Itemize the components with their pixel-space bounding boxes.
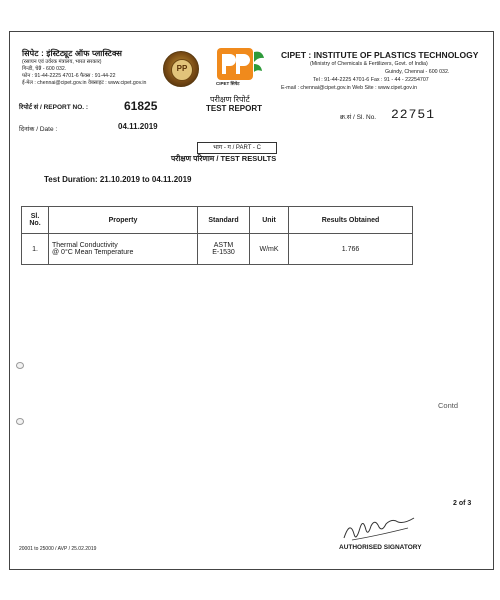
- header-left-title: सिपेट : इंस्टिट्यूट ऑफ प्लास्टिक्स: [22, 49, 123, 58]
- serial-no-label: क्र.सं / Sl. No.: [340, 114, 377, 121]
- punch-hole-mark: [16, 362, 24, 369]
- report-no-value: 61825: [124, 99, 158, 113]
- column-header-property: Property: [49, 207, 198, 234]
- date-value: 04.11.2019: [118, 122, 158, 131]
- header-right-title: CIPET : INSTITUTE OF PLASTICS TECHNOLOGY: [281, 50, 479, 60]
- property-line1: Thermal Conductivity: [52, 242, 118, 249]
- authorised-signatory: AUTHORISED SIGNATORY: [339, 544, 422, 551]
- cell-sl: 1.: [22, 234, 49, 265]
- standard-line2: E-1530: [212, 249, 235, 256]
- cell-result: 1.766: [289, 234, 413, 265]
- footer-code: 20001 to 25000 / AVP / 25.02.2019: [19, 546, 97, 552]
- column-header-sl-no: Sl. No.: [22, 207, 49, 234]
- logo-caption: CIPET सिपेट: [216, 81, 240, 86]
- cell-standard: [198, 234, 250, 265]
- column-header-unit: Unit: [250, 207, 289, 234]
- cell-unit: W/mK: [250, 234, 289, 265]
- results-table: [21, 206, 413, 265]
- header-left-line1: (रसायन एवं उर्वरक मंत्रालय, भारत सरकार): [22, 59, 102, 65]
- table-header-row: [22, 207, 413, 234]
- page-indicator: 2 of 3: [453, 500, 472, 507]
- cipet-logo: [214, 46, 274, 92]
- institute-seal-emblem: [163, 51, 199, 87]
- table-row: [22, 234, 413, 265]
- punch-hole-mark: [16, 418, 24, 425]
- column-header-standard: Standard: [198, 207, 250, 234]
- serial-no-value: 22751: [391, 107, 436, 122]
- date-label: दिनांक / Date :: [19, 126, 58, 133]
- test-duration: Test Duration: 21.10.2019 to 04.11.2019: [44, 175, 192, 184]
- standard-line1: ASTM: [213, 242, 234, 249]
- header-right-line4: E-mail : chennai@cipet.gov.in Web Site : www.cipet.gov.in: [281, 85, 418, 91]
- seal-text: PP: [176, 64, 188, 73]
- property-line2: @ 0°C Mean Temperature: [52, 249, 134, 256]
- header-left-line2: गिन्डी, चेन्नै - 600 032.: [22, 66, 67, 72]
- test-report-page: [9, 31, 494, 570]
- test-results-heading: परीक्षण परिणाम / TEST RESULTS: [171, 154, 277, 163]
- cell-property: [49, 234, 198, 265]
- signature-image: [340, 516, 420, 544]
- title-hindi: परीक्षण रिपोर्ट: [210, 95, 250, 104]
- header-left-line3: फोन : 91-44-2225 4701-6 फैक्स : 91-44-22: [22, 73, 116, 79]
- header-right-line3: Tel : 91-44-2225 4701-6 Fax : 91 - 44 - 22254707: [313, 77, 429, 83]
- column-header-results: Results Obtained: [289, 207, 413, 234]
- header-right-line1: (Ministry of Chemicals & Fertilizers, Govt. of India): [310, 61, 428, 67]
- continued-text: Contd: [438, 401, 459, 410]
- header-right-line2: Guindy, Chennai - 600 032.: [385, 69, 450, 75]
- report-no-label: रिपोर्ट सं / REPORT NO. :: [19, 104, 89, 111]
- test-report-title: TEST REPORT: [206, 104, 263, 113]
- header-left-line4: ई-मेल : chennai@cipet.gov.in वेबसाइट : www.cipet.gov.in: [22, 80, 147, 86]
- part-c-label: भाग - ग / PART - C: [197, 142, 277, 154]
